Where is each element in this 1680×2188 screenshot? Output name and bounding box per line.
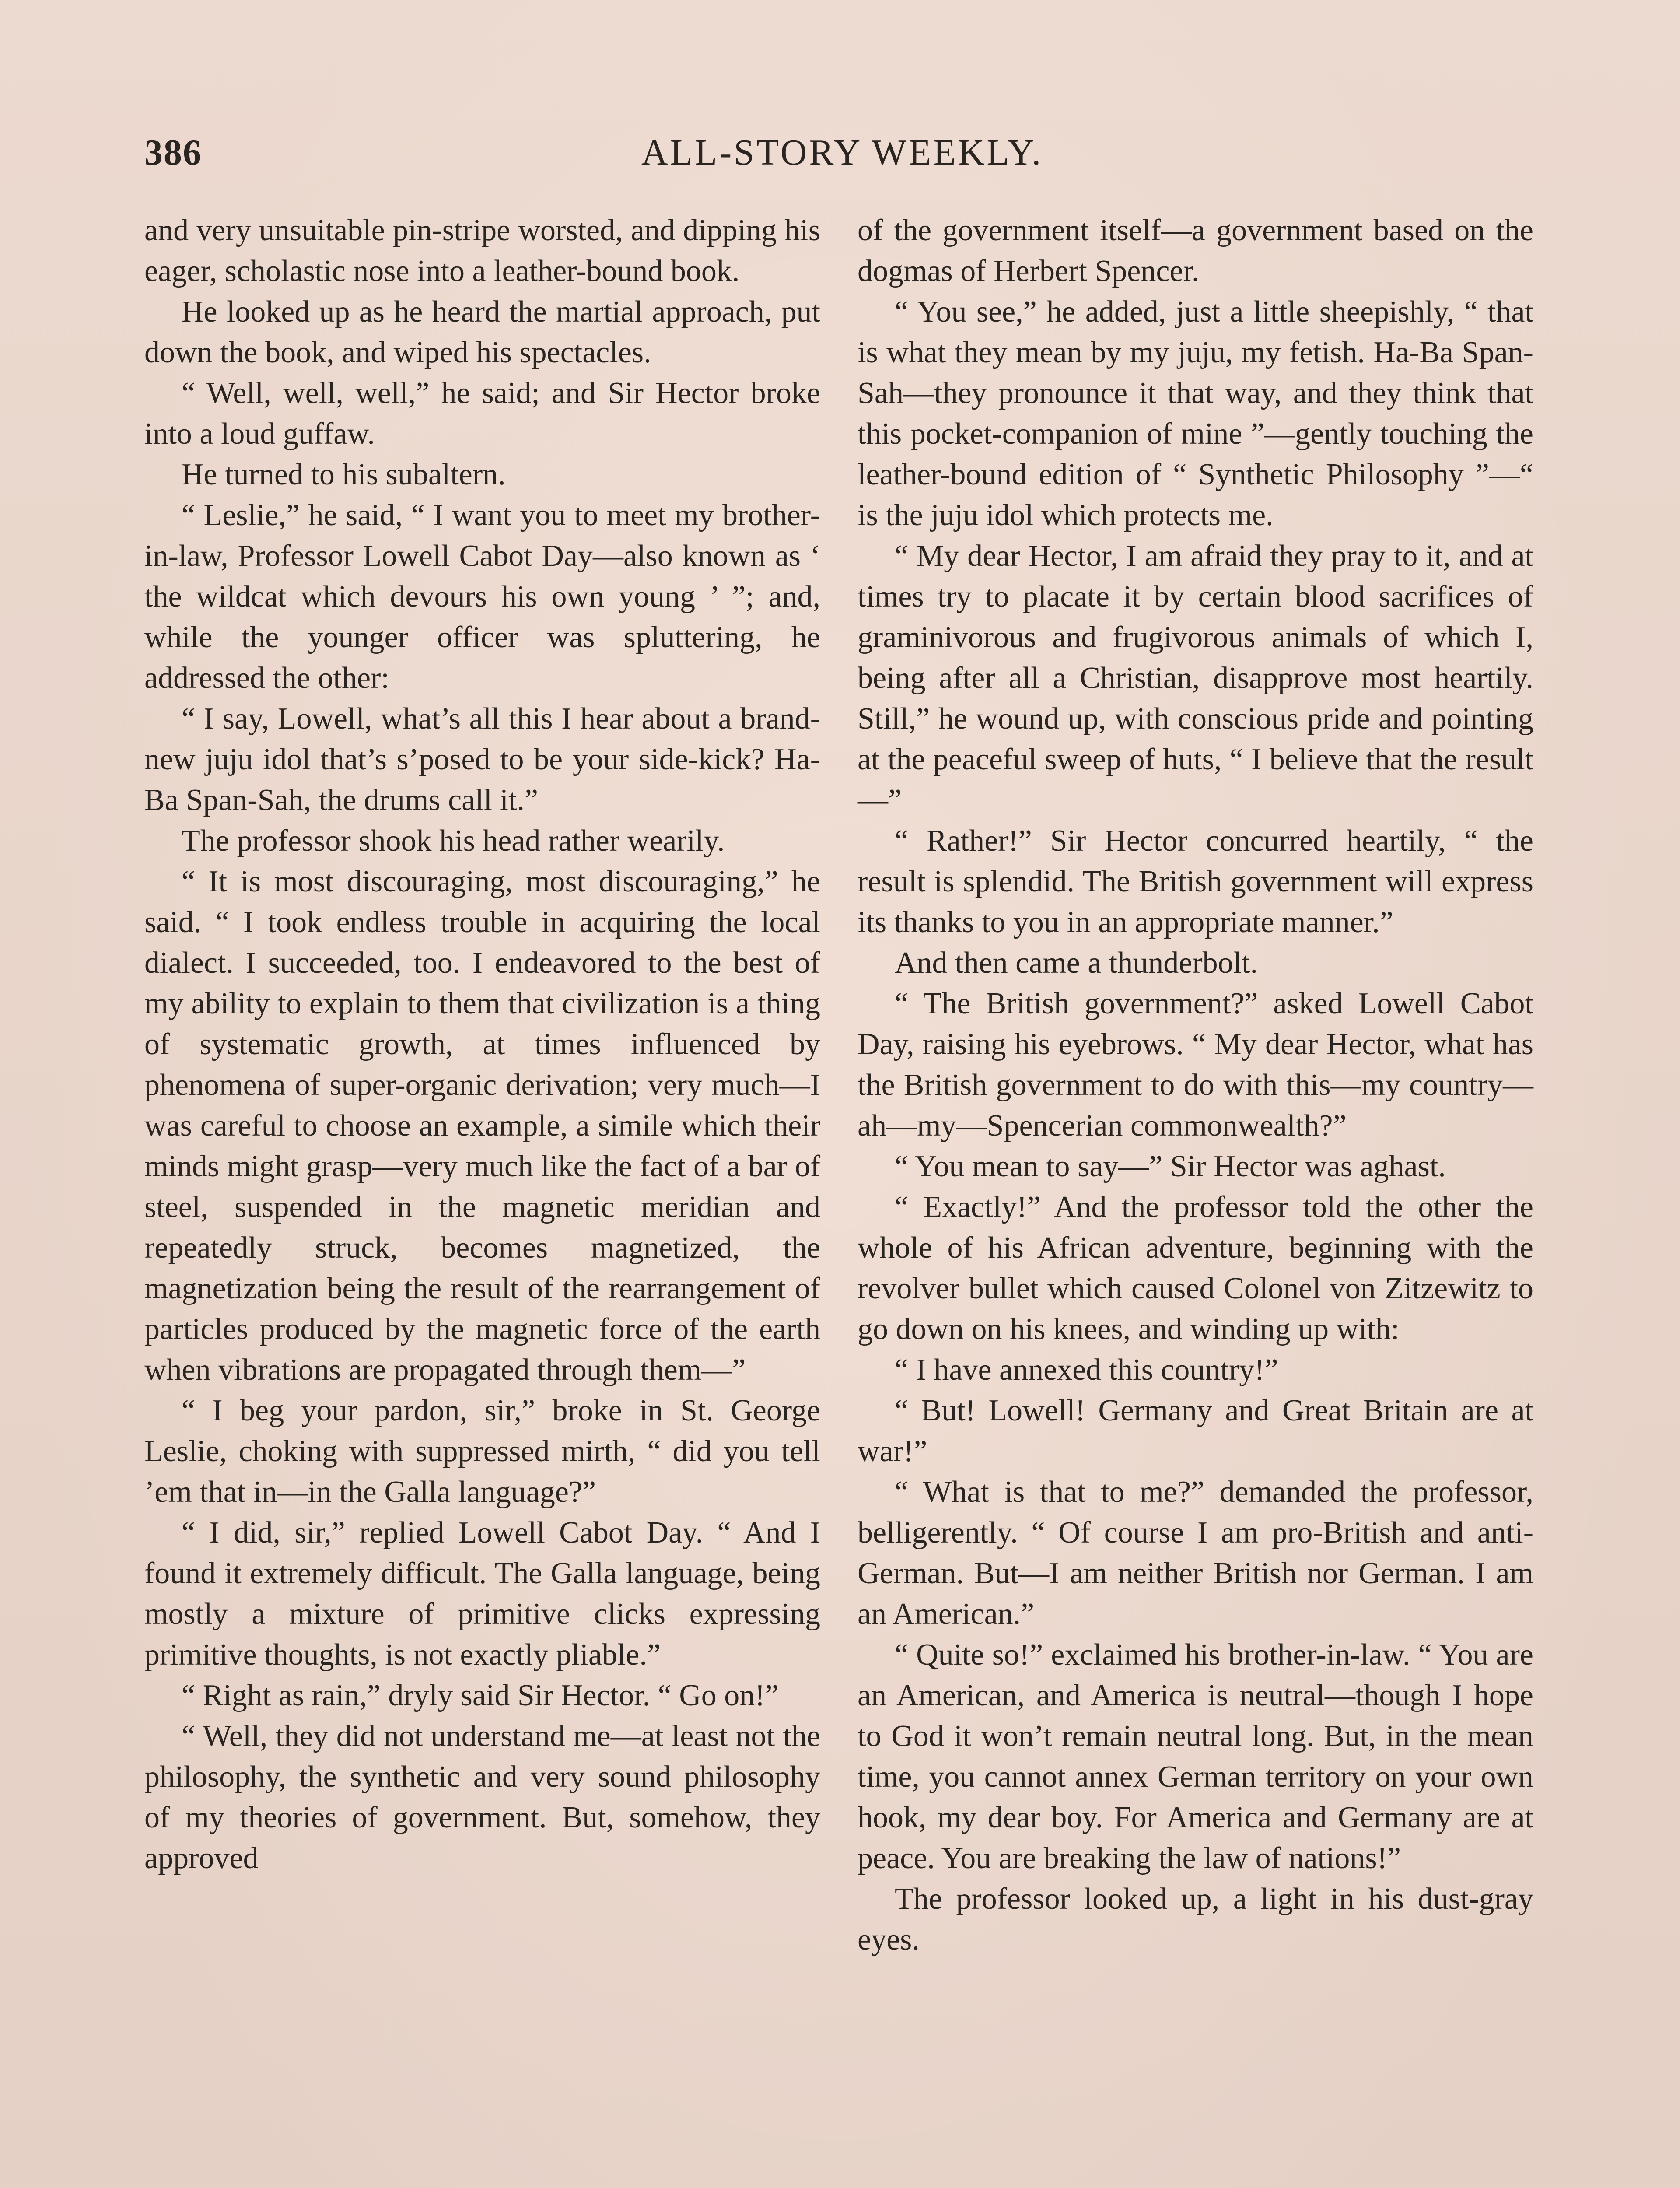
page-header (144, 131, 1540, 184)
left-column (144, 210, 820, 1879)
paragraph: And then came a thunderbolt. (895, 946, 1258, 980)
paragraph: He turned to his subaltern. (182, 458, 506, 491)
paragraph: “ I did, sir,” replied Lowell Cabot Day. “ And I found it extremely difficult. The Galla language, being mostly a mixture of primitive clicks expressing primitive thoughts, is not exactly pliable.” (144, 1516, 820, 1672)
paragraph: The professor shook his head rather wearily. (182, 824, 725, 858)
paragraph: “ The British government?” asked Lowell Cabot Day, raising his eyebrows. “ My dear Hector, what has the British government to do with this—my country—ah—my—Spencerian commonwealth?” (858, 987, 1533, 1143)
paragraph: and very unsuitable pin-stripe worsted, and dipping his eager, scholastic nose into a leather-bound book. (144, 214, 820, 288)
paragraph: of the government itself—a government based on the dogmas of Herbert Spencer. (858, 214, 1533, 288)
paragraph: “ Right as rain,” dryly said Sir Hector. “ Go on!” (182, 1679, 779, 1712)
paragraph: “ Quite so!” exclaimed his brother-in-law. “ You are an American, and America is neutral—though I hope to God it won’t remain neutral long. But, in the mean time, you cannot annex German territory on your own hook, my dear boy. For America and Germany are at peace. You are breaking the law of nations!” (858, 1638, 1533, 1875)
right-column (858, 210, 1533, 1960)
paragraph: “ Rather!” Sir Hector concurred heartily, “ the result is splendid. The British government will express its thanks to you in an appropriate manner.” (858, 824, 1533, 939)
paragraph: “ You see,” he added, just a little sheepishly, “ that is what they mean by my juju, my fetish. Ha-Ba Span-Sah—they pronounce it that way, and they think that this pocket-companion of mine ”—gently touching the leather-bound edition of “ Synthetic Philosophy ”—“ is the juju idol which protects me. (858, 295, 1533, 532)
paragraph: “ Well, they did not understand me—at least not the philosophy, the synthetic and very sound philosophy of my theories of government. But, somehow, they approved (144, 1719, 820, 1875)
paragraph: “ Leslie,” he said, “ I want you to meet my brother-in-law, Professor Lowell Cabot Day—also known as ‘ the wildcat which devours his own young ’ ”; and, while the younger officer was spluttering, he addressed the other: (144, 498, 820, 695)
paragraph: “ You mean to say—” Sir Hector was aghast. (895, 1150, 1446, 1183)
paragraph: “ But! Lowell! Germany and Great Britain are at war!” (858, 1394, 1533, 1468)
paragraph: “ What is that to me?” demanded the professor, belligerently. “ Of course I am pro-British and anti-German. But—I am neither British nor German. I am an American.” (858, 1475, 1533, 1631)
paragraph: He looked up as he heard the martial approach, put down the book, and wiped his spectacles. (144, 295, 820, 369)
running-head: ALL-STORY WEEKLY. (641, 132, 1043, 173)
paragraph: “ My dear Hector, I am afraid they pray to it, and at times try to placate it by certain blood sacrifices of graminivorous and frugivorous animals of which I, being after all a Christian, disapprove most heartily. Still,” he wound up, with conscious pride and pointing at the peaceful sweep of huts, “ I believe that the result—” (858, 539, 1533, 817)
paragraph: “ I say, Lowell, what’s all this I hear about a brand-new juju idol that’s s’posed to be your side-kick? Ha-Ba Span-Sah, the drums call it.” (144, 702, 820, 817)
paragraph: The professor looked up, a light in his dust-gray eyes. (858, 1882, 1533, 1957)
paragraph: “ I have annexed this country!” (895, 1353, 1278, 1387)
paragraph: “ Exactly!” And the professor told the other the whole of his African adventure, beginning with the revolver bullet which caused Colonel von Zitzewitz to go down on his knees, and winding up with: (858, 1190, 1533, 1346)
paragraph: “ Well, well, well,” he said; and Sir Hector broke into a loud guffaw. (144, 376, 820, 451)
paragraph: “ I beg your pardon, sir,” broke in St. George Leslie, choking with suppressed mirth, “ did you tell ’em that in—in the Galla language?” (144, 1394, 820, 1509)
paragraph: “ It is most discouraging, most discouraging,” he said. “ I took endless trouble in acquiring the local dialect. I succeeded, too. I endeavored to the best of my ability to explain to them that civilization is a thing of systematic growth, at times influenced by phenomena of super-organic derivation; very much—I was careful to choose an example, a simile which their minds might grasp—very much like the fact of a bar of steel, suspended in the magnetic meridian and repeatedly struck, becomes magnetized, the magnetization being the result of the rearrangement of particles produced by the magnetic force of the earth when vibrations are propagated through them—” (144, 865, 820, 1387)
page-number: 386 (144, 132, 202, 173)
